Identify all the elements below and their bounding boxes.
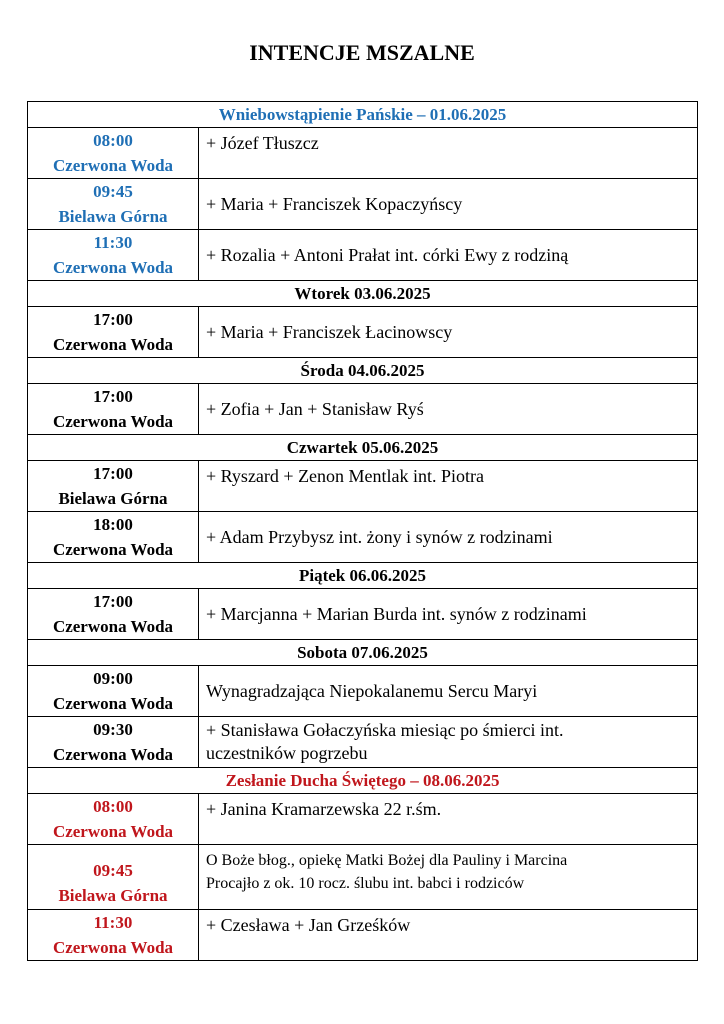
day-header: Piątek 06.06.2025: [28, 563, 698, 589]
day-header: Czwartek 05.06.2025: [28, 435, 698, 461]
mass-row: [28, 589, 698, 640]
mass-place: Bielawa Górna: [58, 886, 168, 905]
mass-intention: + Maria + Franciszek Kopaczyńscy: [199, 179, 698, 230]
day-header-row: [28, 281, 698, 307]
mass-time: 17:00: [93, 387, 133, 406]
day-header: Wniebowstąpienie Pańskie – 01.06.2025: [28, 102, 698, 128]
mass-time: 09:30: [93, 720, 133, 739]
mass-intention: + Czesława + Jan Grześków: [199, 910, 698, 961]
mass-place: Czerwona Woda: [52, 412, 174, 431]
mass-place: Czerwona Woda: [52, 617, 174, 636]
mass-intention: + Maria + Franciszek Łacinowscy: [199, 307, 698, 358]
day-header: Sobota 07.06.2025: [28, 640, 698, 666]
mass-time: 08:00: [93, 131, 133, 150]
mass-intention: + Rozalia + Antoni Prałat int. córki Ewy z rodziną: [199, 230, 698, 281]
mass-intention: + Janina Kramarzewska 22 r.śm.: [199, 794, 698, 845]
day-header-row: [28, 563, 698, 589]
page-title: INTENCJE MSZALNE: [249, 40, 475, 65]
mass-time: 08:00: [93, 797, 133, 816]
mass-row: [28, 179, 698, 230]
intention-line: + Stanisława Gołaczyńska miesiąc po śmierci int.: [206, 720, 564, 740]
day-header-row: [28, 435, 698, 461]
mass-row: [28, 910, 698, 961]
day-header-row: [28, 102, 698, 128]
mass-place: Czerwona Woda: [52, 745, 174, 764]
mass-time: 17:00: [93, 592, 133, 611]
mass-intention: + Marcjanna + Marian Burda int. synów z rodzinami: [199, 589, 698, 640]
mass-place: Czerwona Woda: [52, 938, 174, 957]
day-header-row: [28, 768, 698, 794]
mass-place: Czerwona Woda: [52, 822, 174, 841]
mass-intention: + Józef Tłuszcz: [199, 128, 698, 179]
mass-place: Czerwona Woda: [52, 156, 174, 175]
mass-time-place: [28, 461, 199, 512]
mass-place: Czerwona Woda: [52, 540, 174, 559]
mass-time-place: [28, 307, 199, 358]
mass-time-place: [28, 179, 199, 230]
mass-intention: Wynagradzająca Niepokalanemu Sercu Maryi: [199, 666, 698, 717]
mass-time: 09:45: [93, 861, 133, 880]
day-header-row: [28, 640, 698, 666]
intentions-table: [27, 101, 698, 961]
mass-time-place: [28, 512, 199, 563]
mass-time: 11:30: [93, 913, 133, 932]
mass-time: 09:00: [93, 669, 133, 688]
mass-row: [28, 794, 698, 845]
mass-place: Czerwona Woda: [52, 258, 174, 277]
mass-time: 11:30: [93, 233, 133, 252]
mass-intention: [199, 717, 698, 768]
mass-row: [28, 666, 698, 717]
mass-time-place: [28, 717, 199, 768]
mass-place: Czerwona Woda: [52, 335, 174, 354]
mass-time: 18:00: [93, 515, 133, 534]
mass-time: 17:00: [93, 310, 133, 329]
day-header: Środa 04.06.2025: [28, 358, 698, 384]
mass-place: Bielawa Górna: [58, 207, 168, 226]
mass-time: 09:45: [93, 182, 133, 201]
mass-place: Czerwona Woda: [52, 694, 174, 713]
mass-row: [28, 384, 698, 435]
mass-time-place: [28, 910, 199, 961]
mass-time-place: [28, 128, 199, 179]
day-header: Zesłanie Ducha Świętego – 08.06.2025: [28, 768, 698, 794]
mass-time-place: [28, 384, 199, 435]
day-header: Wtorek 03.06.2025: [28, 281, 698, 307]
mass-row: [28, 717, 698, 768]
mass-row: [28, 128, 698, 179]
mass-row: [28, 512, 698, 563]
mass-place: Bielawa Górna: [58, 489, 168, 508]
intention-line: Procajło z ok. 10 rocz. ślubu int. babci i rodziców: [206, 875, 525, 892]
mass-row: [28, 461, 698, 512]
mass-intention: + Adam Przybysz int. żony i synów z rodzinami: [199, 512, 698, 563]
mass-time-place: [28, 230, 199, 281]
mass-time: 17:00: [93, 464, 133, 483]
mass-row: [28, 845, 698, 910]
mass-row: [28, 307, 698, 358]
mass-intention: + Zofia + Jan + Stanisław Ryś: [199, 384, 698, 435]
intention-line: uczestników pogrzebu: [206, 743, 368, 763]
mass-intention: + Ryszard + Zenon Mentlak int. Piotra: [199, 461, 698, 512]
mass-time-place: [28, 589, 199, 640]
intention-line: O Boże błog., opiekę Matki Bożej dla Pauliny i Marcina: [206, 852, 568, 869]
mass-row: [28, 230, 698, 281]
mass-time-place: [28, 794, 199, 845]
mass-time-place: [28, 666, 199, 717]
mass-time-place: [28, 845, 199, 910]
mass-intention: [199, 845, 698, 910]
day-header-row: [28, 358, 698, 384]
